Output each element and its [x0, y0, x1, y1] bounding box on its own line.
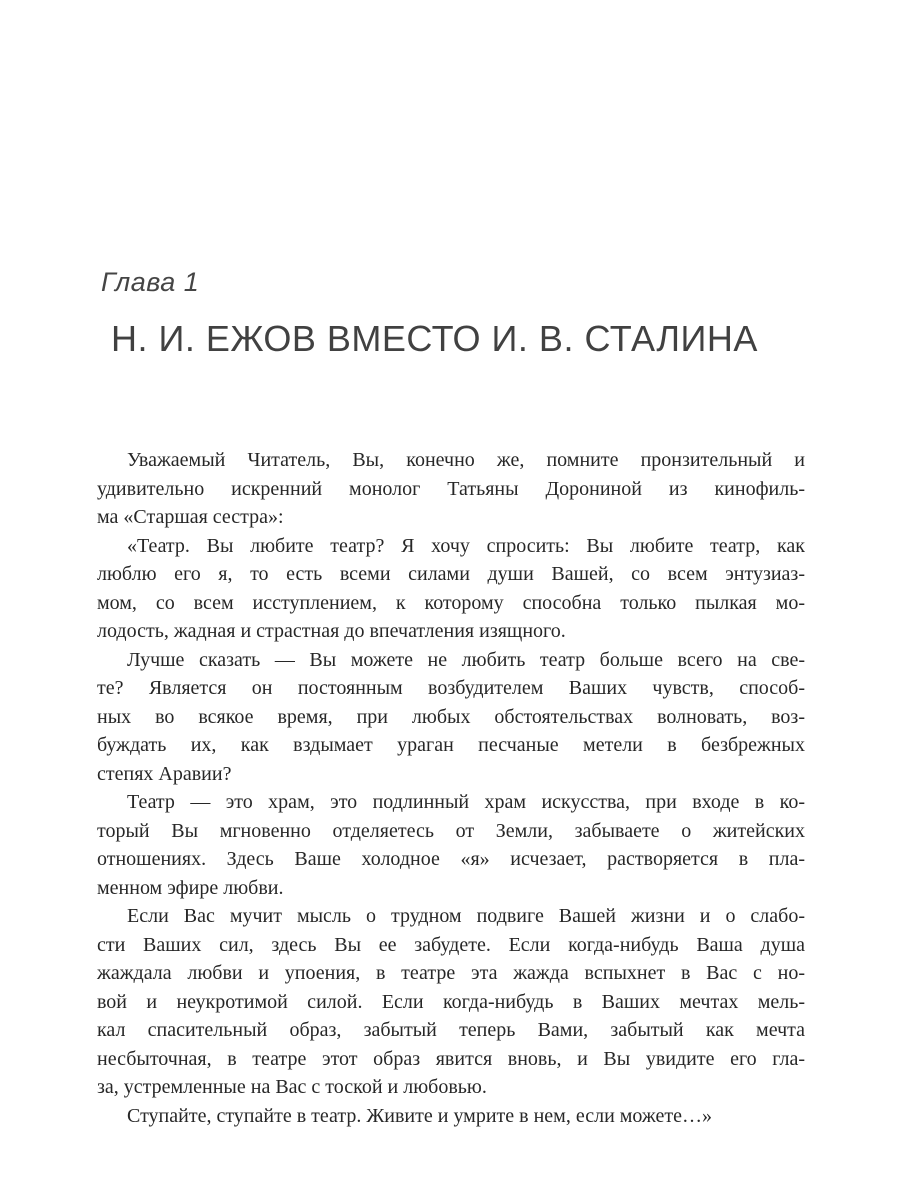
text-line: торый Вы мгновенно отделяетесь от Земли, забываете о житейских	[97, 819, 805, 842]
text-line: несбыточная, в театре этот образ явится вновь, и Вы увидите его гла-	[97, 1047, 805, 1070]
text-line: «Театр. Вы любите театр? Я хочу спросить: Вы любите театр, как	[127, 534, 805, 557]
text-line: Если Вас мучит мысль о трудном подвиге Вашей жизни и о слабо-	[127, 905, 805, 927]
text-line: Ступайте, ступайте в театр. Живите и умрите в нем, если можете…»	[127, 1104, 712, 1127]
text-line: мом, со всем исступлением, к которому способна только пылкая мо-	[97, 591, 805, 614]
text-line: удивительно искренний монолог Татьяны Дорониной из кинофиль-	[97, 477, 805, 500]
text-line: менном эфире любви.	[97, 876, 284, 899]
text-line: степях Аравии?	[97, 762, 232, 785]
text-line: буждать их, как вздымает ураган песчаные метели в безбрежных	[97, 734, 805, 756]
text-line: ма «Старшая сестра»:	[97, 506, 284, 528]
chapter-label: Глава 1	[101, 267, 200, 297]
text-line: Уважаемый Читатель, Вы, конечно же, помните пронзительный и	[127, 449, 805, 471]
text-line: отношениях. Здесь Ваше холодное «я» исчезает, растворяется в пла-	[97, 848, 805, 870]
paragraph	[97, 1102, 805, 1131]
paragraph	[97, 788, 805, 902]
text-line: люблю его я, то есть всеми силами души Вашей, со всем энтузиаз-	[97, 563, 805, 585]
text-line: те? Является он постоянным возбудителем Ваших чувств, способ-	[97, 677, 805, 699]
text-line: вой и неукротимой силой. Если когда-нибудь в Ваших мечтах мель-	[97, 990, 805, 1013]
paragraph	[97, 902, 805, 1102]
paragraph	[97, 446, 805, 532]
text-line: кал спасительный образ, забытый теперь Вами, забытый как мечта	[97, 1019, 805, 1041]
paragraph	[97, 532, 805, 646]
chapter-title: Н. И. ЕЖОВ ВМЕСТО И. В. СТАЛИНА	[111, 318, 758, 359]
text-line: ных во всякое время, при любых обстоятельствах волновать, воз-	[97, 705, 805, 728]
text-line: жаждала любви и упоения, в театре эта жажда вспыхнет в Вас с но-	[97, 962, 805, 984]
text-line: лодость, жадная и страстная до впечатления изящного.	[97, 620, 566, 642]
text-line: Лучше сказать — Вы можете не любить театр больше всего на све-	[127, 648, 805, 671]
text-line: сти Ваших сил, здесь Вы ее забудете. Если когда-нибудь Ваша душа	[97, 933, 805, 956]
paragraph	[97, 646, 805, 789]
text-line: Театр — это храм, это подлинный храм искусства, при входе в ко-	[127, 791, 805, 813]
text-line: за, устремленные на Вас с тоской и любовью.	[97, 1076, 487, 1098]
body-text	[97, 446, 805, 1130]
